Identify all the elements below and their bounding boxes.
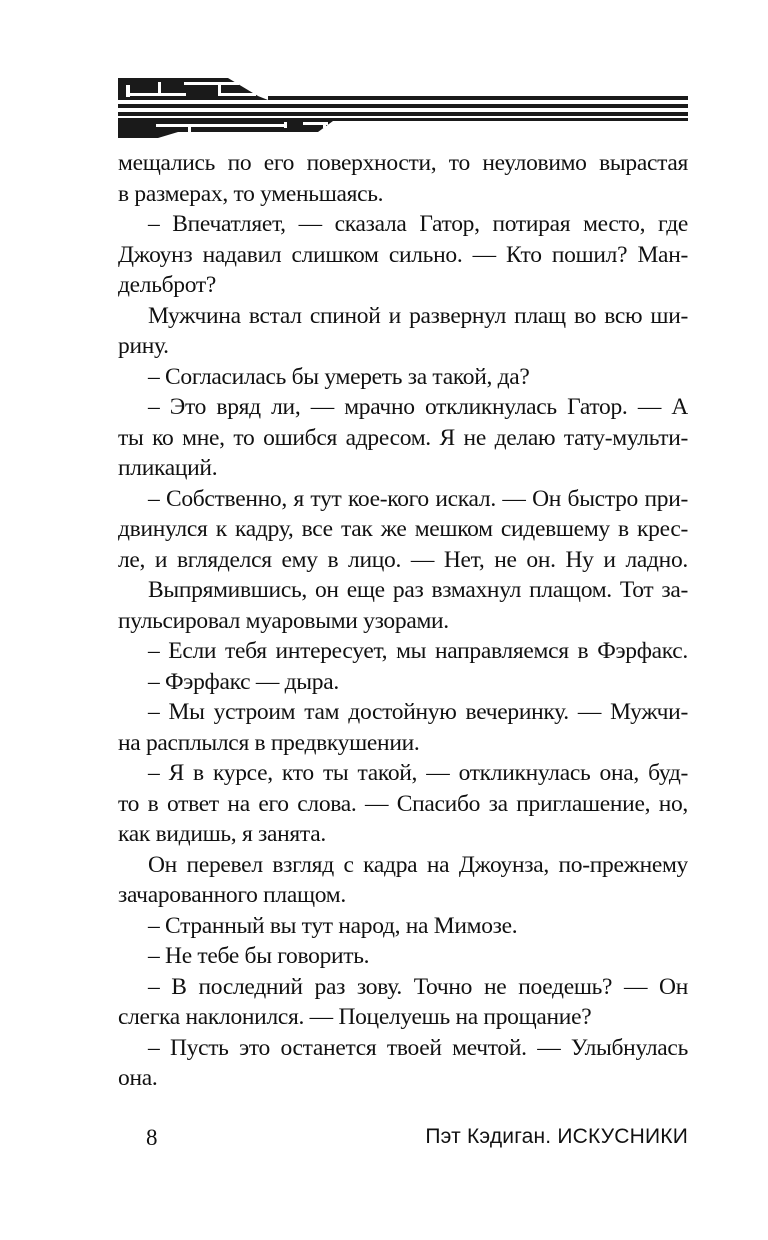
text-line: – В последний раз зову. Точно не поедешь? — Он: [148, 973, 688, 1000]
text-line: – Пусть это останется твоей мечтой. — Улыбнулась: [148, 1034, 688, 1061]
text-line: слегка наклонился. — Поцелуешь на прощание?: [118, 1004, 592, 1030]
text-line: Он перевел взгляд с кадра на Джоунза, по-прежнему: [148, 851, 688, 878]
text-line: ты ко мне, то ошибся адресом. Я не делаю тату-мульти-: [118, 424, 688, 451]
text-line: на расплылся в предвкушении.: [118, 729, 420, 756]
text-line: Джоунз надавил слишком сильно. — Кто пошил? Ман-: [118, 241, 688, 268]
text-line: ле, и вгляделся ему в лицо. — Нет, не он. Ну и ладно.: [118, 546, 688, 573]
text-line: – Согласилась бы умереть за такой, да?: [148, 363, 530, 390]
text-line: она.: [118, 1065, 158, 1091]
page-number: 8: [146, 1125, 158, 1150]
text-line: зачарованного плащом.: [118, 882, 346, 908]
text-line: – Впечатляет, — сказала Гатор, потирая место, где: [148, 211, 688, 237]
text-line: рину.: [118, 333, 169, 359]
text-line: – Собственно, я тут кое-кого искал. — Он быстро при-: [148, 485, 688, 512]
page-footer: [118, 1125, 688, 1155]
text-line: двинулся к кадру, все так же мешком сидевшему в крес-: [118, 516, 688, 542]
text-line: пликаций.: [118, 455, 218, 481]
body-text: [118, 148, 688, 1094]
text-line: – Я в курсе, кто ты такой, — откликнулась она, буд-: [148, 760, 688, 786]
running-title: Пэт Кэдиган. ИСКУСНИКИ: [425, 1125, 688, 1148]
text-line: – Мы устроим там достойную вечеринку. — Мужчи-: [148, 699, 688, 725]
text-line: – Фэрфакс — дыра.: [148, 668, 339, 695]
text-line: дельброт?: [118, 272, 216, 298]
text-line: – Не тебе бы говорить.: [148, 943, 370, 969]
text-line: пульсировал муаровыми узорами.: [118, 607, 449, 634]
text-line: Выпрямившись, он еще раз взмахнул плащом. Тот за-: [148, 577, 688, 603]
text-line: – Это вряд ли, — мрачно откликнулась Гатор. — А: [148, 394, 688, 420]
header-circuit-ornament-icon: [118, 78, 688, 140]
text-line: то в ответ на его слова. — Спасибо за приглашение, но,: [118, 790, 688, 817]
text-line: как видишь, я занята.: [118, 821, 326, 847]
text-line: в размерах, то уменьшаясь.: [118, 180, 384, 207]
text-line: – Странный вы тут народ, на Мимозе.: [148, 912, 518, 939]
text-line: – Если тебя интересует, мы направляемся в Фэрфакс.: [148, 638, 688, 664]
text-line: Мужчина встал спиной и развернул плащ во всю ши-: [148, 302, 688, 329]
text-line: мещались по его поверхности, то неуловимо вырастая: [118, 150, 688, 176]
